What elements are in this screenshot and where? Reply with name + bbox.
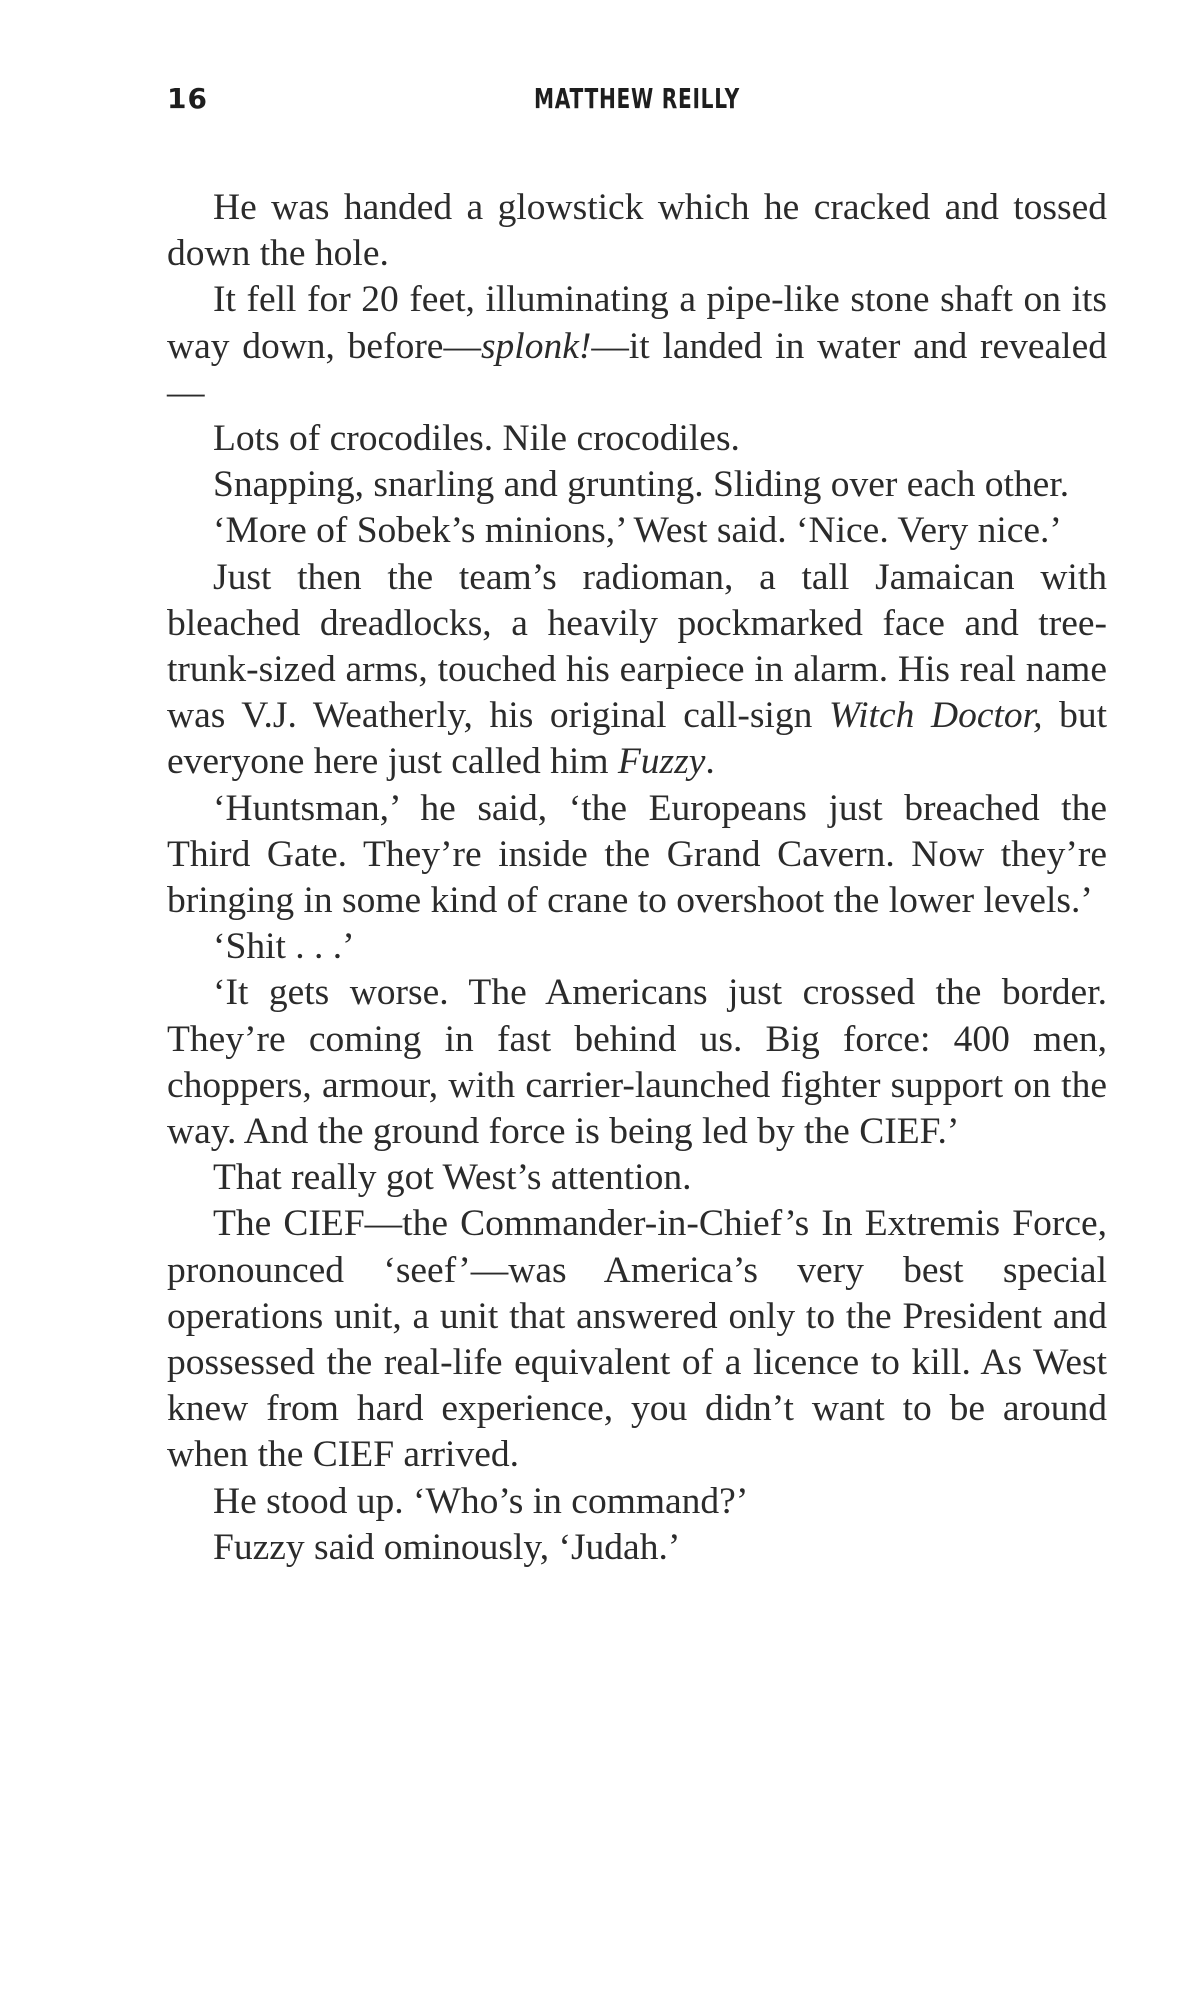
paragraph-text: He was handed a glowstick which he cracked and tossed down the hole. [167, 187, 1107, 275]
paragraph-text: Snapping, snarling and grunting. Sliding over each other. [213, 464, 1070, 506]
emphasis-text: Fuzzy [617, 741, 706, 783]
paragraph-text: Lots of crocodiles. Nile crocodiles. [213, 418, 740, 460]
paragraph [167, 1479, 1107, 1525]
body-text [167, 185, 1107, 1571]
paragraph-text: Fuzzy said ominously, ‘Judah.’ [213, 1526, 681, 1568]
paragraph-text: ‘It gets worse. The Americans just crossed the border. They’re coming in fast behind us. Big force: 400 men, choppers, armour, with carrier-launched fighter support on the way. And the ground force is being led by the CIEF.’ [167, 972, 1107, 1153]
paragraph-text: —it landed in water and revealed— [167, 325, 1107, 413]
paragraph-text: That really got West’s attention. [213, 1157, 692, 1199]
paragraph [167, 555, 1107, 786]
page-number: 16 [167, 82, 208, 115]
paragraph [167, 462, 1107, 508]
paragraph-text: ‘Shit . . .’ [213, 926, 355, 968]
paragraph [167, 1201, 1107, 1478]
paragraph [167, 277, 1107, 416]
paragraph [167, 185, 1107, 277]
paragraph-text: The CIEF—the Commander-in-Chief’s In Extremis Force, pronounced ‘seef’—was America’s very best special operations unit, a unit that answered only to the President and possessed the real-life equivalent of a licence to kill. As West knew from hard experience, you didn’t want to be around when the CIEF arrived. [167, 1203, 1107, 1476]
paragraph [167, 970, 1107, 1155]
emphasis-text: splonk! [480, 325, 592, 367]
paragraph [167, 416, 1107, 462]
running-head [167, 82, 1107, 122]
paragraph-text: ‘More of Sobek’s minions,’ West said. ‘Nice. Very nice.’ [213, 510, 1062, 552]
paragraph-text: ‘Huntsman,’ he said, ‘the Europeans just breached the Third Gate. They’re inside the Grand Cavern. Now they’re bringing in some kind of crane to overshoot the lower levels.’ [167, 787, 1107, 922]
paragraph-text: Just then the team’s radioman, a tall Jamaican with bleached dreadlocks, a heavily pockmarked face and tree-trunk-sized arms, touched his earpiece in alarm. His real name was V.J. Weatherly, his original call-sign [167, 556, 1107, 737]
paragraph-text: He stood up. ‘Who’s in command?’ [213, 1480, 749, 1522]
paragraph [167, 1155, 1107, 1201]
paragraph-text: It fell for 20 feet, illuminating a pipe-like stone shaft on its way down, before— [167, 279, 1107, 367]
paragraph [167, 508, 1107, 554]
paragraph-text: but everyone here just called him [167, 695, 1108, 783]
running-title: MATTHEW REILLY [533, 82, 740, 115]
paragraph [167, 1525, 1107, 1571]
paragraph [167, 786, 1107, 925]
paragraph [167, 924, 1107, 970]
emphasis-text: Witch Doctor, [828, 695, 1043, 737]
paragraph-text: . [705, 741, 715, 783]
